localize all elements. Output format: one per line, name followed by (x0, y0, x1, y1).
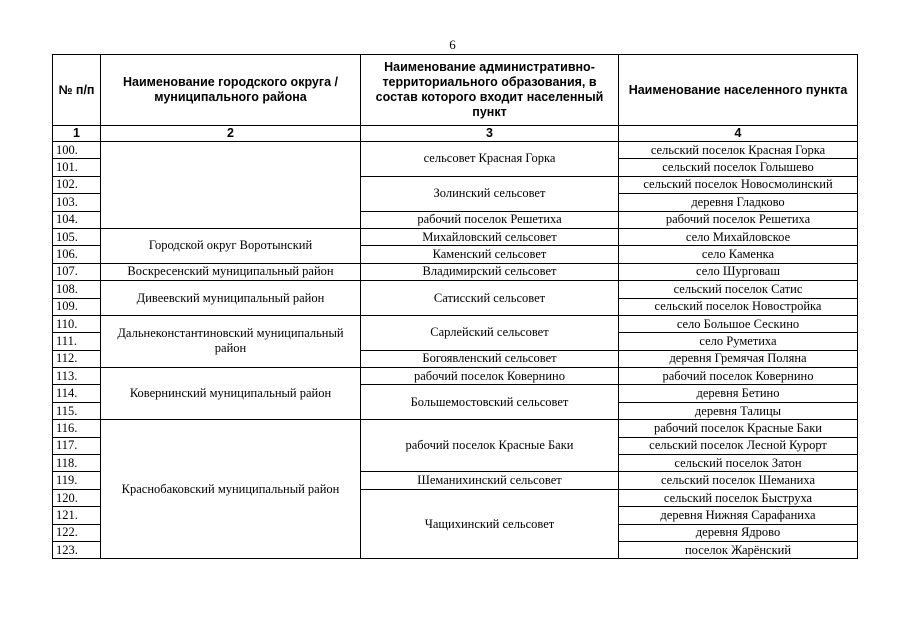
settlement-cell: поселок Жарёнский (619, 541, 858, 558)
row-number: 109. (53, 298, 101, 315)
row-number: 103. (53, 194, 101, 211)
page-number: 6 (449, 37, 456, 52)
district-cell: Ковернинский муниципальный район (101, 368, 361, 420)
admin-unit-cell: Каменский сельсовет (361, 246, 619, 263)
settlement-cell: деревня Талицы (619, 402, 858, 419)
row-number: 113. (53, 368, 101, 385)
admin-unit-cell: Золинский сельсовет (361, 176, 619, 211)
admin-unit-cell: Сатисский сельсовет (361, 281, 619, 316)
admin-unit-cell: Большемостовский сельсовет (361, 385, 619, 420)
settlement-cell: рабочий поселок Ковернино (619, 368, 858, 385)
row-number: 115. (53, 402, 101, 419)
settlement-cell: сельский поселок Новосмолинский (619, 176, 858, 193)
district-cell (101, 142, 361, 229)
settlement-cell: село Руметиха (619, 333, 858, 350)
settlement-cell: деревня Бетино (619, 385, 858, 402)
settlement-cell: село Каменка (619, 246, 858, 263)
table-header-row (53, 55, 858, 126)
settlement-cell: рабочий поселок Решетиха (619, 211, 858, 228)
row-number: 104. (53, 211, 101, 228)
settlement-cell: сельский поселок Красная Горка (619, 142, 858, 159)
settlement-cell: рабочий поселок Красные Баки (619, 420, 858, 437)
row-number: 100. (53, 142, 101, 159)
table-row (53, 368, 858, 385)
settlement-cell: деревня Нижняя Сарафаниха (619, 507, 858, 524)
header-settlement: Наименование населенного пункта (619, 55, 858, 126)
row-number: 107. (53, 263, 101, 280)
settlement-cell: сельский поселок Лесной Курорт (619, 437, 858, 454)
row-number: 112. (53, 350, 101, 367)
district-cell: Городской округ Воротынский (101, 228, 361, 263)
admin-unit-cell: Владимирский сельсовет (361, 263, 619, 280)
row-number: 110. (53, 315, 101, 332)
district-cell: Дальнеконстантиновский муниципальный район (101, 315, 361, 367)
settlement-cell: село Шурговаш (619, 263, 858, 280)
header-admin-unit: Наименование административно-территориального образования, в состав которого входит населенный пункт (361, 55, 619, 126)
admin-unit-cell: Богоявленский сельсовет (361, 350, 619, 367)
settlement-cell: сельский поселок Новостройка (619, 298, 858, 315)
table-row (53, 420, 858, 437)
settlement-cell: село Михайловское (619, 228, 858, 245)
settlement-cell: сельский поселок Сатис (619, 281, 858, 298)
settlement-cell: деревня Гладково (619, 194, 858, 211)
admin-unit-cell: рабочий поселок Ковернино (361, 368, 619, 385)
admin-unit-cell: Сарлейский сельсовет (361, 315, 619, 350)
settlement-cell: сельский поселок Голышево (619, 159, 858, 176)
column-number: 2 (101, 126, 361, 142)
table-row (53, 315, 858, 332)
row-number: 105. (53, 228, 101, 245)
table-row (53, 142, 858, 159)
settlements-table (52, 54, 858, 559)
row-number: 111. (53, 333, 101, 350)
row-number: 122. (53, 524, 101, 541)
table-row (53, 281, 858, 298)
column-number: 1 (53, 126, 101, 142)
row-number: 121. (53, 507, 101, 524)
column-number: 4 (619, 126, 858, 142)
settlement-cell: деревня Гремячая Поляна (619, 350, 858, 367)
row-number: 123. (53, 541, 101, 558)
row-number: 108. (53, 281, 101, 298)
row-number: 119. (53, 472, 101, 489)
header-district: Наименование городского округа / муниципального района (101, 55, 361, 126)
row-number: 116. (53, 420, 101, 437)
row-number: 101. (53, 159, 101, 176)
district-cell: Дивеевский муниципальный район (101, 281, 361, 316)
settlement-cell: сельский поселок Затон (619, 455, 858, 472)
column-number: 3 (361, 126, 619, 142)
settlement-cell: сельский поселок Быструха (619, 489, 858, 506)
settlement-cell: деревня Ядрово (619, 524, 858, 541)
row-number: 102. (53, 176, 101, 193)
admin-unit-cell: рабочий поселок Решетиха (361, 211, 619, 228)
settlement-cell: сельский поселок Шеманиха (619, 472, 858, 489)
district-cell: Краснобаковский муниципальный район (101, 420, 361, 559)
row-number: 117. (53, 437, 101, 454)
header-number: № п/п (53, 55, 101, 126)
admin-unit-cell: рабочий поселок Красные Баки (361, 420, 619, 472)
admin-unit-cell: Михайловский сельсовет (361, 228, 619, 245)
admin-unit-cell: сельсовет Красная Горка (361, 142, 619, 177)
settlement-cell: село Большое Сескино (619, 315, 858, 332)
row-number: 120. (53, 489, 101, 506)
row-number: 118. (53, 455, 101, 472)
admin-unit-cell: Шеманихинский сельсовет (361, 472, 619, 489)
row-number: 106. (53, 246, 101, 263)
row-number: 114. (53, 385, 101, 402)
admin-unit-cell: Чащихинский сельсовет (361, 489, 619, 559)
table-row (53, 228, 858, 245)
column-number-row (53, 126, 858, 142)
district-cell: Воскресенский муниципальный район (101, 263, 361, 280)
table-row (53, 263, 858, 280)
